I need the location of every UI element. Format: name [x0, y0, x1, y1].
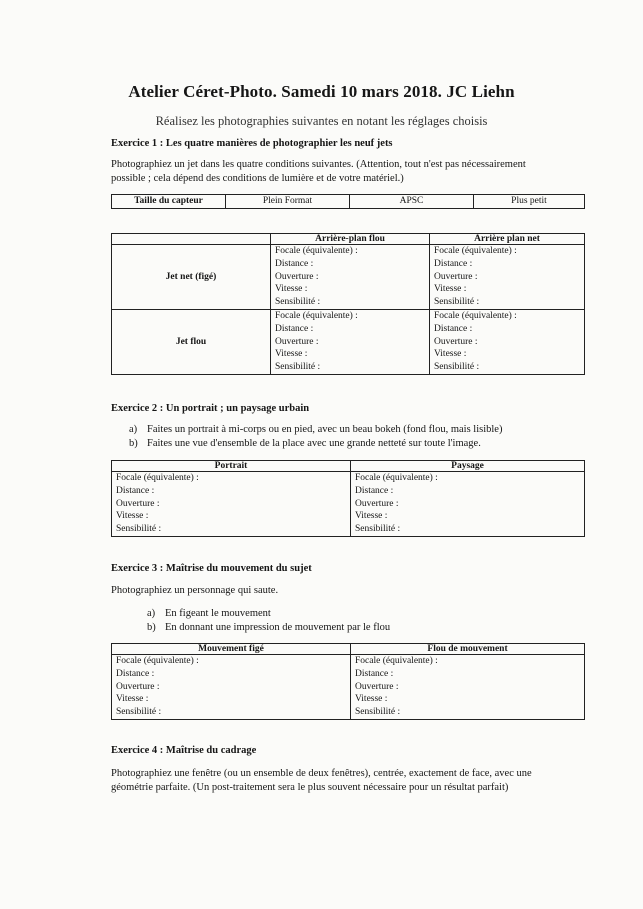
list-text: Faites un portrait à mi-corps ou en pied, avec un beau bokeh (fond flou, mais lisible): [147, 424, 503, 435]
movement-table: [111, 643, 585, 720]
field-aperture: Ouverture :: [275, 336, 319, 347]
field-iso: Sensibilité :: [434, 297, 480, 308]
portrait-landscape-table: [111, 460, 585, 537]
field-speed: Vitesse :: [116, 511, 149, 522]
sensor-apsc: APSC: [350, 195, 474, 209]
field-distance: Distance :: [116, 668, 155, 679]
settings-cell: [430, 245, 585, 310]
exercise-4-line-1: Photographiez une fenêtre (ou un ensemble de deux fenêtres), centrée, exactement de face, avec une: [111, 768, 532, 779]
exercise-1-instructions: [111, 158, 581, 186]
list-text: Faites une vue d'ensemble de la place avec une grande netteté sur toute l'image.: [147, 438, 481, 449]
list-letter: b): [147, 622, 156, 633]
sensor-full-frame: Plein Format: [226, 195, 350, 209]
settings-row: [112, 655, 585, 720]
sensor-size-label: Taille du capteur: [112, 195, 226, 209]
header-row: [112, 461, 585, 472]
settings-cell: [112, 655, 351, 720]
settings-cell: [351, 472, 585, 537]
field-speed: Vitesse :: [275, 349, 308, 360]
list-letter: b): [129, 438, 138, 449]
field-distance: Distance :: [275, 323, 314, 334]
list-letter: a): [129, 424, 138, 435]
field-iso: Sensibilité :: [434, 362, 480, 373]
list-letter: a): [147, 608, 156, 619]
field-distance: Distance :: [116, 485, 155, 496]
settings-cell: [271, 309, 430, 374]
field-speed: Vitesse :: [355, 511, 388, 522]
field-aperture: Ouverture :: [355, 681, 399, 692]
field-aperture: Ouverture :: [116, 681, 160, 692]
field-focal: Focale (équivalente) :: [275, 310, 358, 321]
field-aperture: Ouverture :: [355, 498, 399, 509]
field-iso: Sensibilité :: [355, 524, 401, 535]
row-label-jet-blur: Jet flou: [112, 309, 271, 374]
settings-cell: [271, 245, 430, 310]
exercise-3-list: [147, 607, 390, 635]
exercise-3-title: Exercice 3 : Maîtrise du mouvement du sujet: [111, 563, 312, 574]
sensor-smaller: Plus petit: [474, 195, 585, 209]
settings-cell: [430, 309, 585, 374]
exercise-2-title: Exercice 2 : Un portrait ; un paysage urbain: [111, 403, 310, 414]
exercise-4-line-2: géométrie parfaite. (Un post-traitement sera le plus souvent nécessaire pour un résultat parfait): [111, 782, 509, 793]
field-speed: Vitesse :: [355, 694, 388, 705]
settings-row: [112, 472, 585, 537]
field-aperture: Ouverture :: [434, 336, 478, 347]
field-aperture: Ouverture :: [116, 498, 160, 509]
row-label-jet-frozen: Jet net (figé): [112, 245, 271, 310]
header-background-blur: Arrière-plan flou: [271, 234, 430, 245]
exercise-2-list: [129, 423, 502, 451]
list-item: [147, 607, 390, 621]
exercise-1-title: Exercice 1 : Les quatre manières de photographier les neuf jets: [111, 138, 393, 149]
field-iso: Sensibilité :: [355, 707, 401, 718]
jet-blur-row: [112, 309, 585, 374]
jet-corner-cell: [112, 234, 271, 245]
exercise-3-intro: Photographiez un personnage qui saute.: [111, 585, 279, 596]
field-focal: Focale (équivalente) :: [355, 473, 438, 483]
field-speed: Vitesse :: [434, 284, 467, 295]
field-distance: Distance :: [275, 258, 314, 269]
sensor-size-row: [112, 195, 585, 209]
field-distance: Distance :: [434, 258, 473, 269]
field-distance: Distance :: [434, 323, 473, 334]
field-focal: Focale (équivalente) :: [434, 310, 517, 321]
field-distance: Distance :: [355, 668, 394, 679]
field-speed: Vitesse :: [116, 694, 149, 705]
list-text: En figeant le mouvement: [165, 608, 271, 619]
exercise-1-line-2: possible ; cela dépend des conditions de lumière et de votre matériel.): [111, 173, 404, 184]
jet-settings-table: [111, 233, 585, 375]
header-motion-blur: Flou de mouvement: [351, 644, 585, 655]
field-iso: Sensibilité :: [275, 297, 321, 308]
field-focal: Focale (équivalente) :: [116, 656, 199, 666]
field-distance: Distance :: [355, 485, 394, 496]
field-aperture: Ouverture :: [434, 271, 478, 282]
list-item: [147, 621, 390, 635]
header-portrait: Portrait: [112, 461, 351, 472]
settings-cell: [112, 472, 351, 537]
header-landscape: Paysage: [351, 461, 585, 472]
sensor-size-table: [111, 194, 585, 209]
list-text: En donnant une impression de mouvement par le flou: [165, 622, 391, 633]
list-item: [129, 423, 502, 437]
header-background-sharp: Arrière plan net: [430, 234, 585, 245]
jet-frozen-row: [112, 245, 585, 310]
field-iso: Sensibilité :: [116, 707, 162, 718]
exercise-1-line-1: Photographiez un jet dans les quatre conditions suivantes. (Attention, tout n'est pas nécessairement: [111, 159, 526, 170]
field-aperture: Ouverture :: [275, 271, 319, 282]
field-focal: Focale (équivalente) :: [434, 246, 517, 256]
header-frozen-motion: Mouvement figé: [112, 644, 351, 655]
header-row: [112, 644, 585, 655]
field-speed: Vitesse :: [434, 349, 467, 360]
field-iso: Sensibilité :: [275, 362, 321, 373]
list-item: [129, 437, 502, 451]
field-focal: Focale (équivalente) :: [116, 473, 199, 483]
field-iso: Sensibilité :: [116, 524, 162, 535]
exercise-4-instructions: [111, 767, 591, 795]
jet-header-row: [112, 234, 585, 245]
field-focal: Focale (équivalente) :: [275, 246, 358, 256]
field-focal: Focale (équivalente) :: [355, 656, 438, 666]
page-title: Atelier Céret-Photo. Samedi 10 mars 2018. JC Liehn: [128, 82, 515, 101]
page-subtitle: Réalisez les photographies suivantes en notant les réglages choisis: [155, 114, 488, 128]
field-speed: Vitesse :: [275, 284, 308, 295]
exercise-4-title: Exercice 4 : Maîtrise du cadrage: [111, 745, 257, 756]
settings-cell: [351, 655, 585, 720]
